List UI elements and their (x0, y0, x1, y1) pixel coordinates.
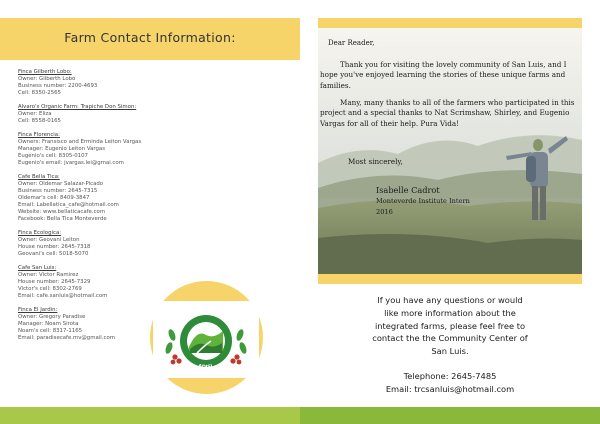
contact-detail: Business number: 2645-7315 (18, 188, 98, 194)
questions-text-line: like more information about the (384, 307, 516, 318)
contact-detail: Owner: Geovani Leiton (18, 237, 80, 243)
email: Email: trcsanluis@hotmail.com (385, 383, 515, 394)
contact-block (18, 132, 178, 167)
contact-block (18, 69, 178, 97)
contact-detail: House number: 2645-7318 (18, 244, 91, 250)
contact-name: Finca Gilberth Lobo: (18, 69, 72, 75)
contact-block (18, 104, 178, 125)
footer-band-left (0, 407, 300, 424)
contact-detail: Noam's cell: 8317-1165 (18, 328, 83, 334)
contact-block (18, 174, 178, 223)
contact-detail: Geovani's cell: 5018-5070 (18, 251, 89, 257)
signature-title: Monteverde Institute Intern (376, 197, 470, 205)
questions-text (300, 294, 600, 358)
contact-detail: Manager: Noam Sirota (18, 321, 79, 327)
contact-name: Finca El Jardin: (18, 307, 58, 313)
letter-greeting: Dear Reader, (328, 39, 375, 47)
page-title: Farm Contact Information: (64, 30, 236, 45)
questions-text-line: contact the the Community Center of (372, 333, 528, 344)
questions-text-line: San Luis. (431, 346, 469, 357)
contact-detail: Business number: 2200-4693 (18, 83, 98, 89)
contact-detail: Facebook: Bella Tica Monteverde (18, 216, 107, 222)
questions-text-line: If you have any questions or would (377, 295, 523, 305)
logo (153, 301, 259, 378)
contact-block (18, 265, 178, 300)
contact-name: Alvaro's Organic Farm: Trapiche Don Simon: (18, 104, 137, 110)
contact-detail: Oldemar's cell: 8409-3847 (18, 195, 90, 201)
contact-name: Finca Florencia: (18, 132, 60, 138)
contact-block (18, 230, 178, 258)
contact-detail: Cell: 8558-0165 (18, 118, 61, 124)
contact-detail: Owners: Fransisco and Erminda Leiton Vargas (18, 139, 142, 145)
coffee-branch-right-icon (230, 328, 247, 364)
contact-detail: Owner: Victor Ramirez (18, 272, 79, 278)
contact-detail: Owner: Eliza (18, 111, 52, 117)
logo-text-bottom: ADISL (197, 363, 215, 371)
contact-detail: Cell: 8350-2565 (18, 90, 61, 96)
contact-detail: Email: Labellatica_cafe@hotmail.com (18, 202, 119, 208)
contact-name: Cafe Bella Tica: (18, 174, 60, 180)
contact-detail: Eugenio's cell: 8305-0107 (18, 153, 88, 159)
letter-paragraph-2: Many, many thanks to all of the farmers who participated in this project and a special thanks to Nat Scrimshaw, Shirley, and Eugenio Vargas for all of their help. Pura Vida! (320, 98, 575, 128)
contact-detail: Eugenio's email: jvargas.lei@gmai.com (18, 160, 124, 166)
telephone: Telephone: 2645-7485 (403, 371, 497, 381)
photo-top-band (318, 18, 582, 28)
contact-name: Finca Ecologica: (18, 230, 62, 236)
contact-detail: House number: 2645-7329 (18, 279, 91, 285)
contact-detail: Victor's cell: 8302-2769 (18, 286, 82, 292)
logo-text-top: Valle San Luis (178, 303, 234, 324)
contact-detail: Email: paradisecafe.mv@gmail.com (18, 335, 115, 341)
contact-detail: Owner: Gregory Paradise (18, 314, 86, 320)
contact-detail: Email: cafe.sanluis@hotmail.com (18, 293, 108, 299)
coffee-branch-left-icon (164, 328, 181, 364)
letter-paragraph-1: Thank you for visiting the lovely community of San Luis, and I hope you've enjoyed learning the stories of these unique farms and families. (320, 60, 567, 90)
contact-name: Cafe San Luis: (18, 265, 57, 271)
questions-text-line: integrated farms, please feel free to (374, 320, 526, 331)
letter-closing: Most sincerely, (348, 157, 403, 166)
contact-detail: Owner: Gilberth Lobo (18, 76, 76, 82)
footer-band-right (300, 407, 600, 424)
contact-detail: Manager: Eugenio Leiton Vargas (18, 146, 106, 152)
contact-detail: Owner: Oldemar Salazar-Picado (18, 181, 104, 187)
signature-name: Isabelle Cadrot (376, 185, 440, 195)
contact-detail: Website: www.bellaticacafe.com (18, 209, 106, 215)
valle-san-luis-logo-icon (153, 301, 259, 378)
community-center-contact (300, 370, 600, 396)
signature-year: 2016 (376, 208, 393, 216)
photo-bottom-band (318, 274, 582, 284)
